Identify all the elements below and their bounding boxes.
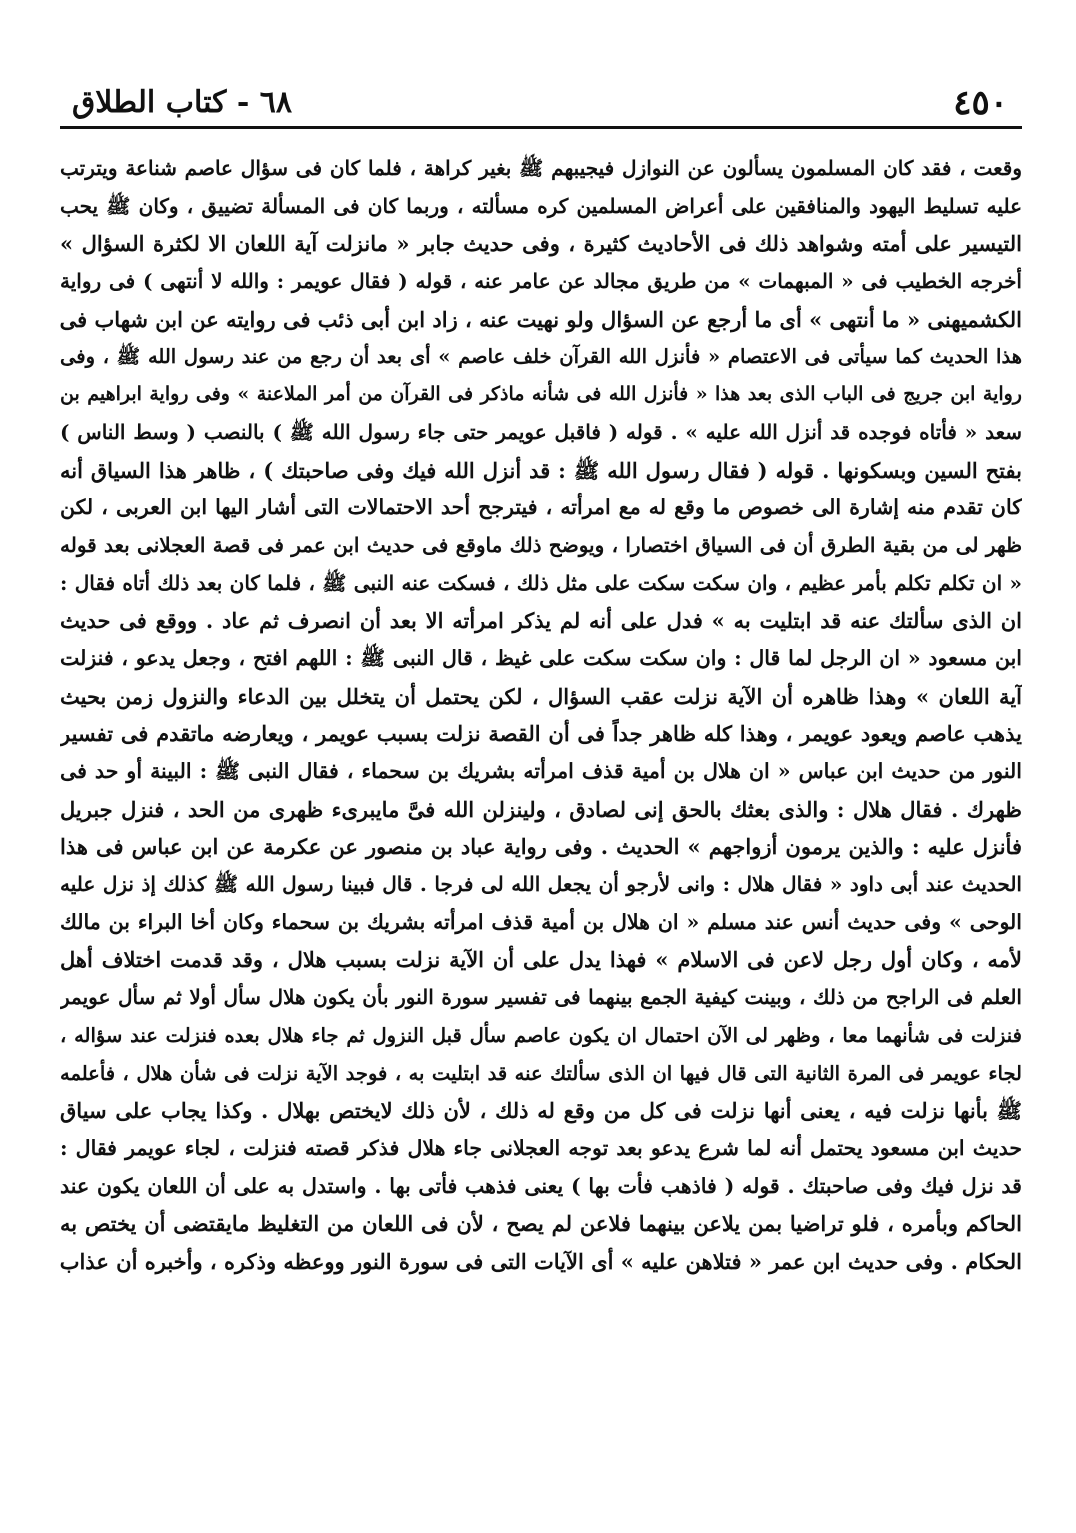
header-rule [60,126,1022,129]
text-line: سعد « فأتاه فوجده قد أنزل الله عليه » . قوله ( فاقبل عويمر حتى جاء رسول الله ﷺ ) بالنصب ( وسط الناس ) [60,419,1022,444]
text-line: يذهب عاصم ويعود عويمر ، وهذا كله ظاهر جداً فى أن القصة نزلت بسبب عويمر ، ويعارضه ماتقدم فى تفسير [60,721,1022,747]
page-header [72,82,1018,124]
page-number: ٤٥٠ [953,83,1008,123]
text-line: ظهرك . فقال هلال : والذى بعثك بالحق إنى لصادق ، ولينزلن الله فىَّ مايبرىء ظهرى من الحد ، فنزل جبريل [60,796,1022,822]
text-line: ظهر لى من بقية الطرق أن فى السياق اختصارا ، ويوضح ذلك ماوقع فى حديث ابن عمر فى قصة العجلانى بعد قوله [60,532,1022,557]
text-line: ان الذى سألتك عنه قد ابتليت به » فدل على أنه لم يذكر امرأته الا بعد أن انصرف ثم عاد . ووقع فى حديث [60,608,1022,634]
text-line: عليه تسليط اليهود والمنافقين على أعراض المسلمين كره مسألته ، وربما كان فى المسألة تضييق ، وكان ﷺ يحب [60,193,1022,218]
text-line: الحديث عند أبى داود « فقال هلال : وانى لأرجو أن يجعل الله لى فرجا . قال فبينا رسول الله ﷺ كذلك إذ نزل عليه [60,872,1022,897]
text-line: الوحى » وفى حديث أنس عند مسلم « ان هلال بن أمية قذف امرأته بشريك بن سحماء وكان أخا البراء بن مالك [60,909,1022,934]
text-line: فنزلت فى شأنهما معا ، وظهر لى الآن احتمال ان يكون عاصم سأل قبل النزول ثم جاء هلال بعده فنزلت عند سؤاله ، [60,1023,1022,1047]
text-line: آية اللعان » وهذا ظاهره أن الآية نزلت عقب السؤال ، لكن يحتمل أن يتخلل بين الدعاء والنزول زمن بحيث [60,683,1022,709]
text-line: لأمه ، وكان أول رجل لاعن فى الاسلام » فهذا يدل على أن الآية نزلت بسبب هلال ، وقد قدمت اختلاف أهل [60,947,1022,973]
text-line: « ان تكلم تكلم بأمر عظيم ، وان سكت سكت على مثل ذلك ، فسكت عنه النبى ﷺ ، فلما كان بعد ذلك أتاه فقال : [60,570,1022,595]
text-line: أخرجه الخطيب فى « المبهمات » من طريق مجالد عن عامر عنه ، قوله ( فقال عويمر : والله لا أنتهى ) فى رواية [60,269,1022,294]
text-line: ابن مسعود « ان الرجل لما قال : وان سكت سكت على غيظ ، قال النبى ﷺ : اللهم افتح ، وجعل يدعو ، فنزلت [60,645,1022,670]
text-line: العلم فى الراجح من ذلك ، وبينت كيفية الجمع بينهما فى تفسير سورة النور بأن يكون هلال سأل أولا ثم سأل عويمر [60,985,1022,1010]
text-line: فأنزل عليه : والذين يرمون أزواجهم » الحديث . وفى رواية عباد بن منصور عن عكرمة عن ابن عباس فى هذا [60,834,1022,860]
text-line: الحكام . وفى حديث ابن عمر « فتلاهن عليه » أى الآيات التى فى سورة النور ووعظه وذكره ، وأخبره أن عذاب [60,1248,1022,1274]
text-line: ﷺ بأنها نزلت فيه ، يعنى أنها نزلت فى كل من وقع له ذلك ، لأن ذلك لايختص بهلال . وكذا يجاب على سياق [60,1098,1022,1124]
page-body-text [60,150,1022,1281]
text-line: الحاكم وبأمره ، فلو تراضيا بمن يلاعن بينهما فلاعن لم يصح ، لأن فى اللعان من التغليظ مايقتضى أن يختص به [60,1211,1022,1237]
text-line: لجاء عويمر فى المرة الثانية التى قال فيها ان الذى سألتك عنه قد ابتليت به ، فوجد الآية نزلت فى شأن هلال ، فأعلمه [60,1061,1022,1085]
text-line: الكشميهنى « ما أنتهى » أى ما أرجع عن السؤال ولو نهيت عنه ، زاد ابن أبى ذئب فى روايته عن ابن شهاب فى [60,306,1022,332]
text-line: التيسير على أمته وشواهد ذلك فى الأحاديث كثيرة ، وفى حديث جابر « مانزلت آية اللعان الا لكثرة السؤال » [60,231,1022,257]
running-title: ٦٨ - كتاب الطلاق [72,85,292,120]
text-line: رواية ابن جريج فى الباب الذى بعد هذا « فأنزل الله فى شأنه ماذكر فى القرآن من أمر الملاعنة » وفى رواية ابراهيم بن [60,383,1022,406]
text-line: كان تقدم منه إشارة الى خصوص ما وقع له مع امرأته ، فيترجح أحد الاحتمالات التى أشار اليها ابن العربى ، لكن [60,495,1022,520]
text-line: هذا الحديث كما سيأتى فى الاعتصام « فأنزل الله القرآن خلف عاصم » أى بعد أن رجع من عند رسول الله ﷺ ، وفى [60,345,1022,369]
text-line: قد نزل فيك وفى صاحبتك . قوله ( فاذهب فأت بها ) يعنى فذهب فأتى بها . واستدل به على أن اللعان يكون عند [60,1173,1022,1198]
text-line: بفتح السين وبسكونها . قوله ( فقال رسول الله ﷺ : قد أنزل الله فيك وفى صاحبتك ) ، ظاهر هذا السياق أنه [60,457,1022,483]
text-line: حديث ابن مسعود يحتمل أنه لما شرع يدعو بعد توجه العجلانى جاء هلال فذكر قصته فنزلت ، لجاء عويمر فقال : [60,1135,1022,1160]
text-line: وقعت ، فقد كان المسلمون يسألون عن النوازل فيجيبهم ﷺ بغير كراهة ، فلما كان فى سؤال عاصم شناعة ويترتب [60,156,1022,180]
text-line: النور من حديث ابن عباس « ان هلال بن أمية قذف امرأته بشريك بن سحماء ، فقال النبى ﷺ : البينة أو حد فى [60,759,1022,783]
